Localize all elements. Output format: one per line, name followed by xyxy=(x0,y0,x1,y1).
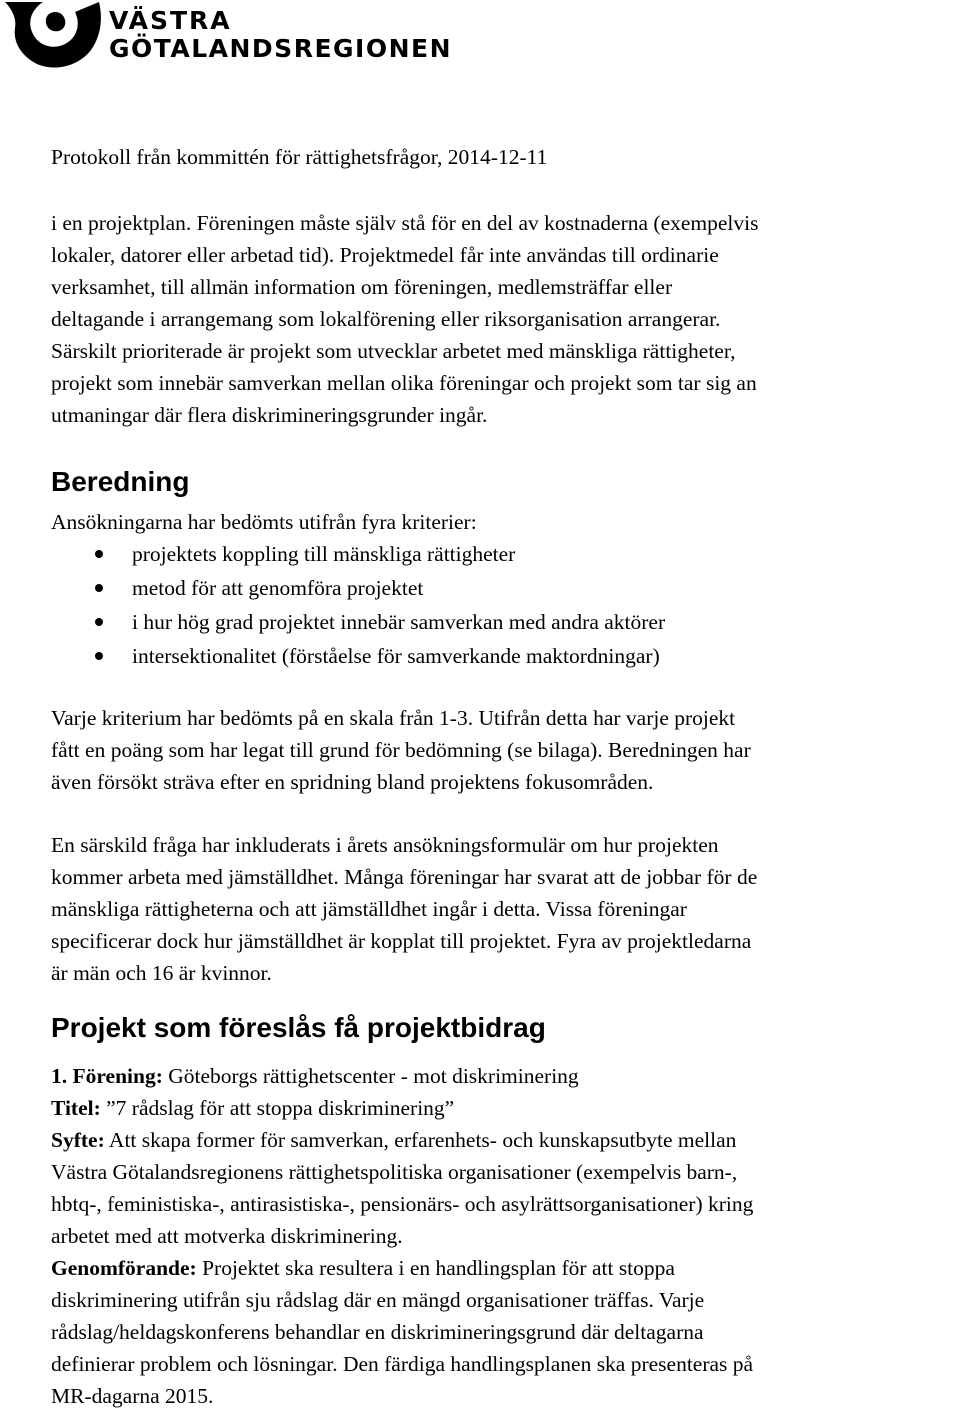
intro-paragraph xyxy=(51,207,956,431)
text-line: Västra Götalandsregionens rättighetspolitiska organisationer (exempelvis barn-, xyxy=(51,1160,738,1184)
list-item: projektets koppling till mänskliga rättigheter xyxy=(51,537,956,571)
list-item: i hur hög grad projektet innebär samverkan med andra aktörer xyxy=(51,605,956,639)
text-line: verksamhet, till allmän information om föreningen, medlemsträffar eller xyxy=(51,275,673,299)
page-header: Protokoll från kommittén för rättighetsfrågor, 2014-12-11 xyxy=(51,145,548,169)
vgr-emblem-icon xyxy=(3,0,103,72)
logo-text-line1: VÄSTRA xyxy=(109,6,232,35)
equality-paragraph xyxy=(51,829,956,989)
text-line: specificerar dock hur jämställdhet är kopplat till projektet. Fyra av projektledarna xyxy=(51,929,752,953)
bullet-icon xyxy=(95,584,103,592)
bullet-icon xyxy=(95,652,103,660)
criteria-list xyxy=(51,537,956,673)
text-line: Varje kriterium har bedömts på en skala från 1-3. Utifrån detta har varje projekt xyxy=(51,706,736,730)
text-line: En särskild fråga har inkluderats i årets ansökningsformulär om hur projekten xyxy=(51,833,719,857)
project-entry xyxy=(51,1060,956,1412)
text-line: mänskliga rättigheterna och att jämställdhet ingår i detta. Vissa föreningar xyxy=(51,897,687,921)
bullet-icon xyxy=(95,618,103,626)
text-line: Särskilt prioriterade är projekt som utvecklar arbetet med mänskliga rättigheter, xyxy=(51,339,736,363)
text-line: utmaningar där flera diskrimineringsgrunder ingår. xyxy=(51,403,488,427)
project-title: Titel: ”7 rådslag för att stoppa diskriminering” xyxy=(51,1096,455,1120)
text-line: rådslag/heldagskonferens behandlar en diskrimineringsgrund där deltagarna xyxy=(51,1320,704,1344)
project-purpose: Syfte: Att skapa former för samverkan, erfarenhets- och kunskapsutbyte mellan xyxy=(51,1128,737,1152)
list-item: metod för att genomföra projektet xyxy=(51,571,956,605)
logo-text-line2: GÖTALANDSREGIONEN xyxy=(109,34,453,63)
criteria-intro: Ansökningarna har bedömts utifrån fyra kriterier: xyxy=(51,510,477,534)
text-line: lokaler, datorer eller arbetad tid). Projektmedel får inte användas till ordinarie xyxy=(51,243,719,267)
list-item: intersektionalitet (förståelse för samverkande maktordningar) xyxy=(51,639,956,673)
text-line: arbetet med att motverka diskriminering. xyxy=(51,1224,403,1248)
text-line: även försökt sträva efter en spridning bland projektens fokusområden. xyxy=(51,770,654,794)
heading-projects: Projekt som föreslås få projektbidrag xyxy=(51,1012,546,1043)
text-line: fått en poäng som har legat till grund för bedömning (se bilaga). Beredningen har xyxy=(51,738,751,762)
vgr-logo xyxy=(3,0,453,72)
project-implementation: Genomförande: Projektet ska resultera i en handlingsplan för att stoppa xyxy=(51,1256,675,1280)
text-line: definierar problem och lösningar. Den färdiga handlingsplanen ska presenteras på xyxy=(51,1352,754,1376)
bullet-icon xyxy=(95,550,103,558)
scoring-paragraph xyxy=(51,702,956,798)
text-line: MR-dagarna 2015. xyxy=(51,1384,214,1408)
text-line: i en projektplan. Föreningen måste själv stå för en del av kostnaderna (exempelvis xyxy=(51,211,759,235)
text-line: hbtq-, feministiska-, antirasistiska-, pensionärs- och asylrättsorganisationer) kring xyxy=(51,1192,754,1216)
project-association: 1. Förening: Göteborgs rättighetscenter - mot diskriminering xyxy=(51,1064,579,1088)
heading-beredning: Beredning xyxy=(51,466,190,497)
text-line: diskriminering utifrån sju rådslag där en mängd organisationer träffas. Varje xyxy=(51,1288,705,1312)
text-line: projekt som innebär samverkan mellan olika föreningar och projekt som tar sig an xyxy=(51,371,757,395)
text-line: kommer arbeta med jämställdhet. Många föreningar har svarat att de jobbar för de xyxy=(51,865,758,889)
text-line: är män och 16 är kvinnor. xyxy=(51,961,272,985)
text-line: deltagande i arrangemang som lokalförening eller riksorganisation arrangerar. xyxy=(51,307,721,331)
